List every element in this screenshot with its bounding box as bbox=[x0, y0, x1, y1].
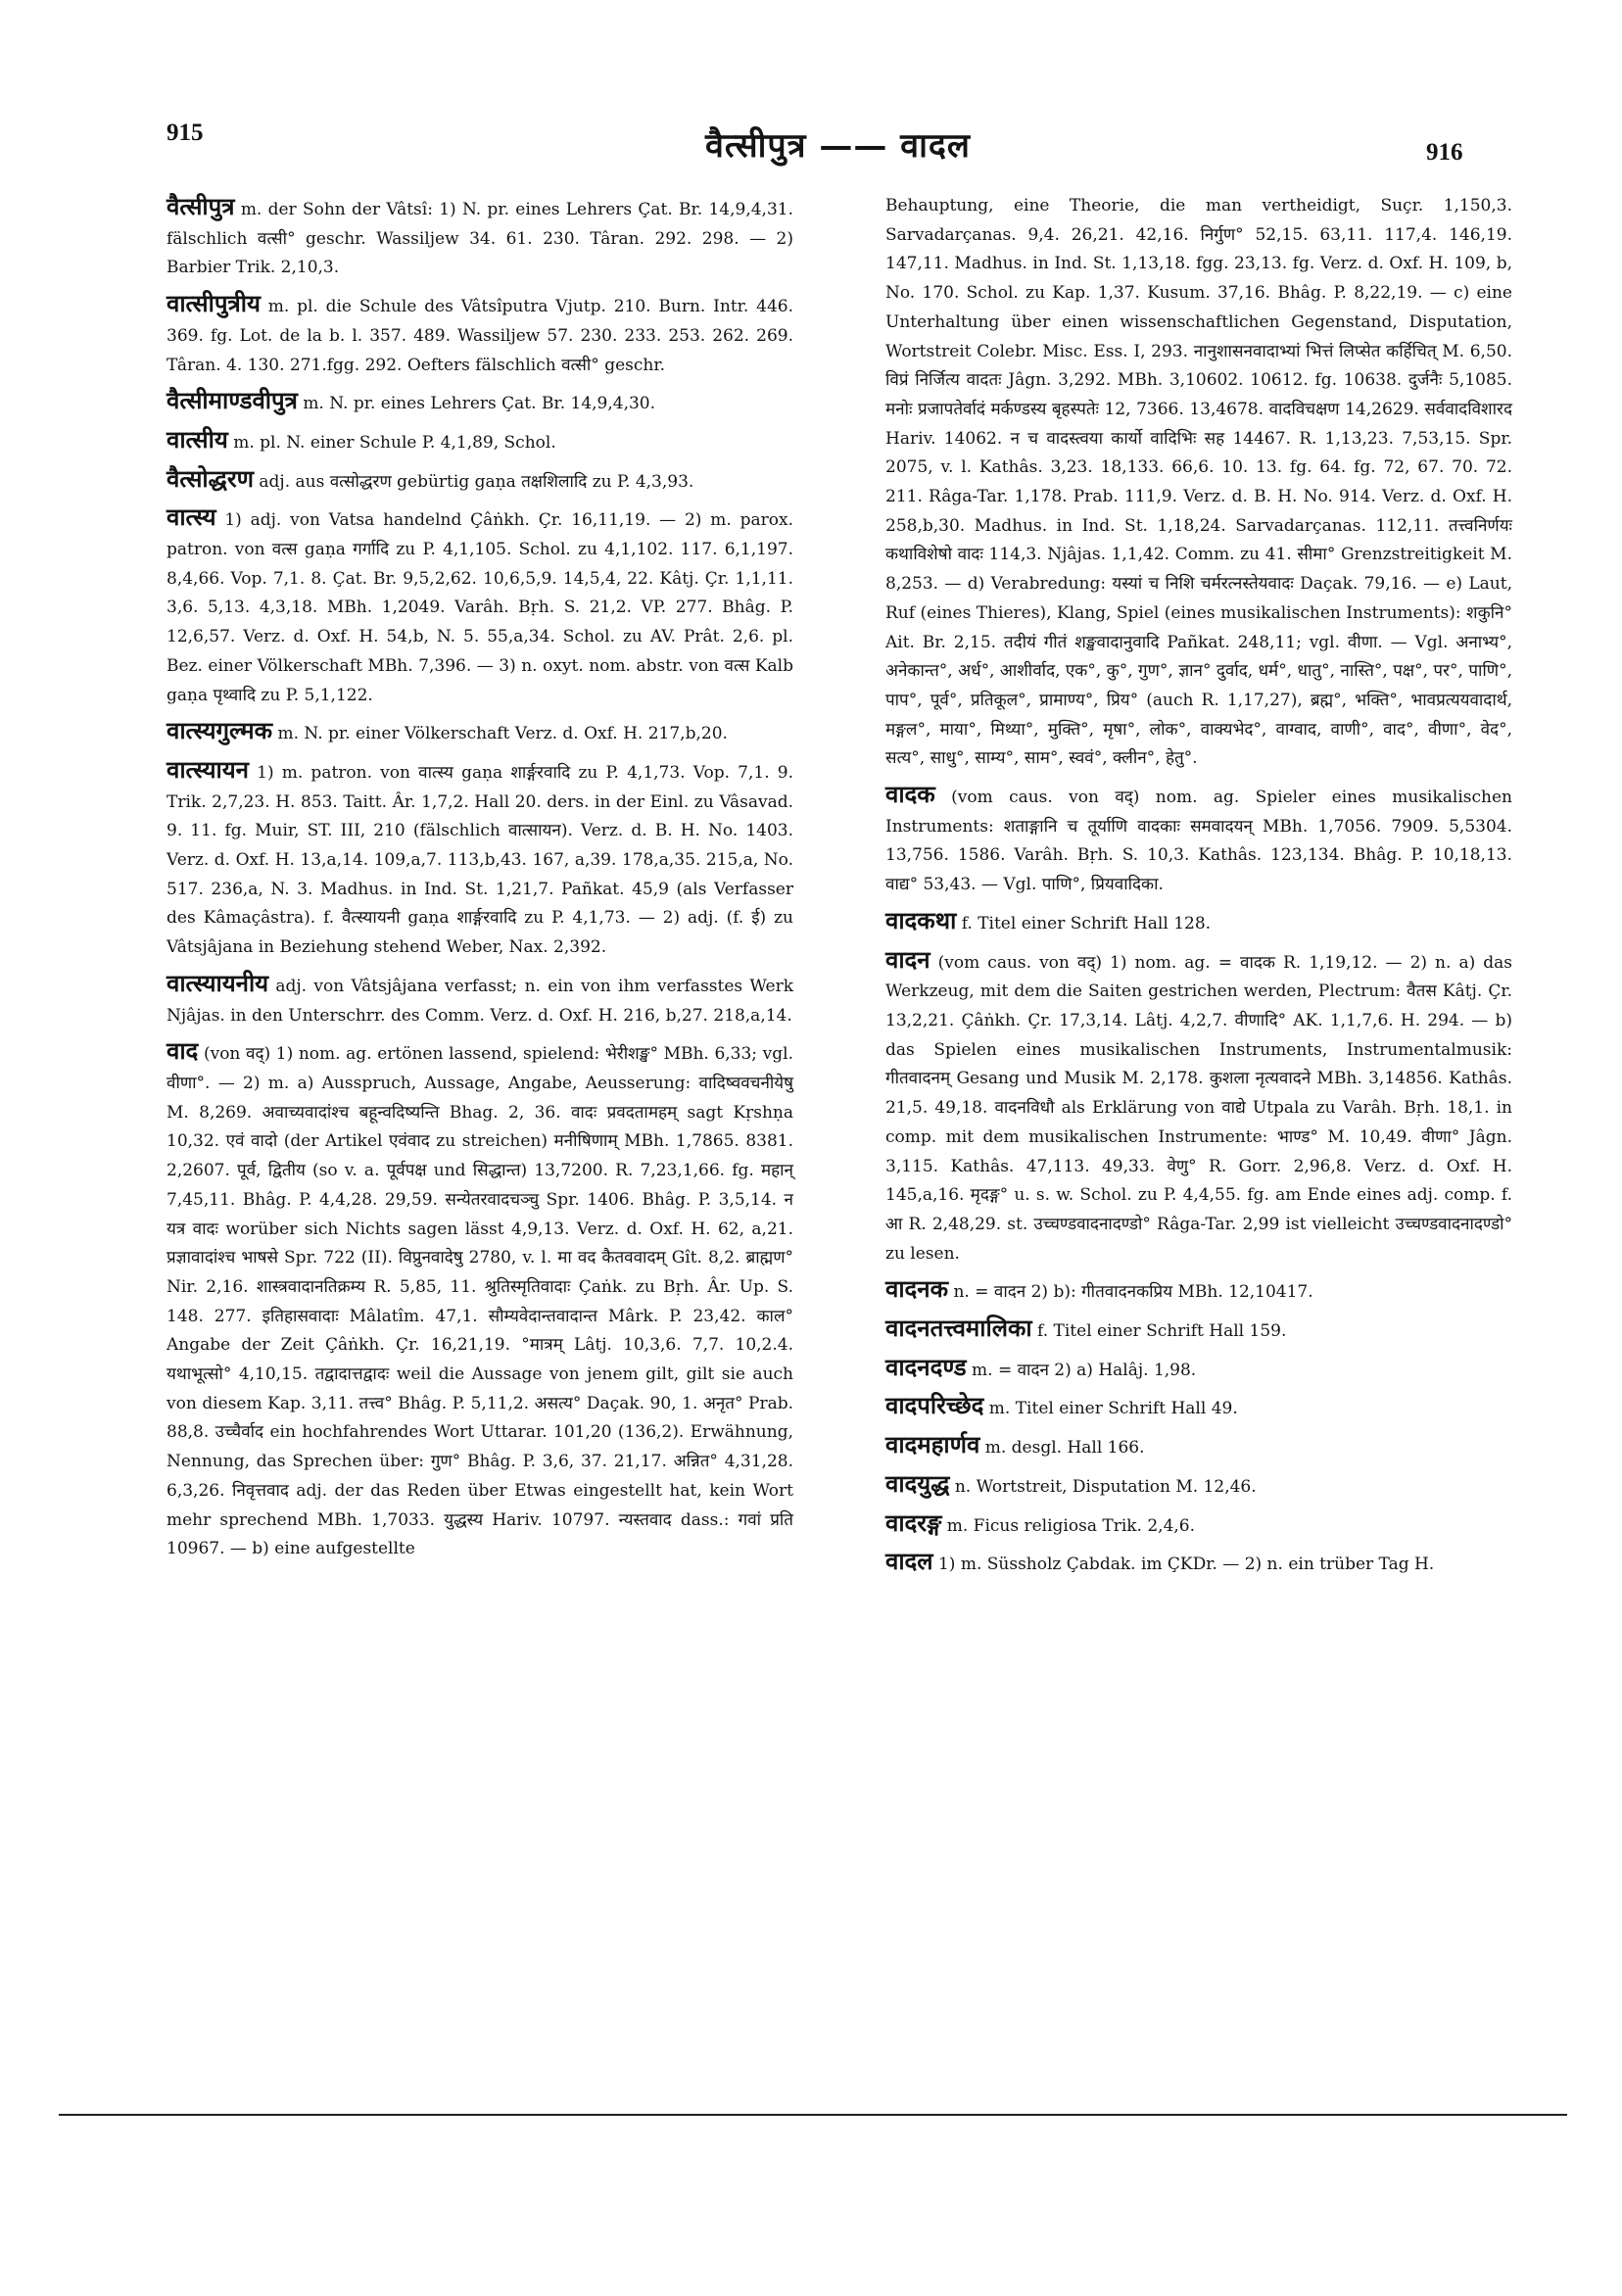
entry-text: n. Wortstreit, Disputation M. 12,46. bbox=[954, 1476, 1257, 1497]
entry-text: 1) m. Süssholz Çabdak. im ÇKDr. — 2) n. ein trüber Tag H. bbox=[937, 1555, 1435, 1575]
entry-text: m. der Sohn der Vâtsî: 1) N. pr. eines Lehrers Çat. Br. 14,9,4,31. fälschlich वत्सी° geschr. Wassiljew 34. 61. 230. Târan. 292. 298. — 2) Barbier Trik. 2,10,3. bbox=[167, 200, 793, 278]
entry-headword: वात्सीय bbox=[167, 424, 228, 454]
entry-headword: वादरङ्ग bbox=[885, 1507, 942, 1537]
entry-text: f. Titel einer Schrift Hall 128. bbox=[961, 913, 1212, 933]
dictionary-entry bbox=[167, 755, 793, 963]
entry-headword: वादन bbox=[885, 944, 930, 974]
dictionary-entry bbox=[885, 1314, 1512, 1347]
entry-headword: वैत्सोद्धरण bbox=[167, 463, 254, 493]
dictionary-entry bbox=[885, 780, 1512, 900]
entry-headword: वात्स्यायन bbox=[167, 754, 249, 784]
entry-headword: वादक bbox=[885, 780, 935, 809]
dictionary-entry bbox=[167, 716, 793, 749]
entry-headword: वादनदण्ड bbox=[885, 1352, 967, 1381]
entry-headword: वात्स्यगुल्मक bbox=[167, 716, 273, 745]
right-page-number: 916 bbox=[1426, 139, 1463, 166]
entry-text: m. Titel einer Schrift Hall 49. bbox=[988, 1399, 1238, 1419]
entry-headword: वादमहार्णव bbox=[885, 1430, 980, 1459]
footer-rule bbox=[59, 2114, 1567, 2116]
entry-headword: वैत्सीपुत्र bbox=[167, 192, 235, 220]
entry-text: m. N. pr. eines Lehrers Çat. Br. 14,9,4,30. bbox=[303, 394, 656, 414]
entry-headword: वादनतत्त्वमालिका bbox=[885, 1314, 1032, 1343]
entry-text: 1) adj. von Vatsa handelnd Çâṅkh. Çr. 16,11,19. — 2) m. parox. patron. von वत्स gaṇa गर्गादि zu P. 4,1,105. Schol. zu 4,1,102. 117. 6,1,197. 8,4,66. Vop. 7,1. 8. Çat. Br. 9,5,2,62. 10,6,5,9. 14,5,4, 22. Kâtj. Çr. 1,1,11. 3,6. 5,13. 4,3,18. MBh. 1,2049. Varâh. Bṛh. S. 21,2. VP. 277. Bhâg. P. 12,6,57. Verz. d. Oxf. H. 54,b, N. 5. 55,a,34. Schol. zu AV. Prât. 2,6. pl. Bez. einer Völkerschaft MBh. 7,396. — 3) n. oxyt. nom. abstr. von वत्स Kalb gaṇa पृथ्वादि zu P. 5,1,122. bbox=[167, 510, 793, 705]
entry-headword: वादकथा bbox=[885, 905, 957, 934]
dictionary-entry bbox=[885, 1391, 1512, 1424]
entry-headword: वात्स्यायनीय bbox=[167, 968, 269, 997]
dictionary-entry bbox=[167, 464, 793, 498]
entry-text: f. Titel einer Schrift Hall 159. bbox=[1037, 1321, 1287, 1342]
dictionary-entry bbox=[167, 502, 793, 710]
dictionary-entry bbox=[885, 1430, 1512, 1463]
entry-text: m. pl. die Schule des Vâtsîputra Vjutp. 210. Burn. Intr. 446. 369. fg. Lot. de la b. l. 357. 489. Wassiljew 57. 230. 233. 253. 262. 269. Târan. 4. 130. 271.fgg. 292. Oefters fälschlich वत्सी° geschr. bbox=[167, 297, 793, 375]
entry-text: n. = वादन 2) b): गीतवादनकप्रिय MBh. 12,10417. bbox=[953, 1282, 1313, 1303]
dictionary-entry bbox=[167, 289, 793, 380]
dictionary-entry bbox=[167, 425, 793, 458]
dictionary-entry bbox=[885, 1547, 1512, 1580]
entry-text: adj. von Vâtsjâjana verfasst; n. ein von ihm verfasstes Werk Njâjas. in den Unterschrr. des Comm. Verz. d. Oxf. H. 216, b,27. 218,a,14. bbox=[167, 976, 793, 1026]
entry-headword: वादनक bbox=[885, 1274, 949, 1304]
entry-headword: वादयुद्ध bbox=[885, 1468, 950, 1498]
dictionary-entry bbox=[885, 945, 1512, 1269]
dictionary-entry bbox=[167, 192, 793, 283]
dictionary-entry bbox=[885, 192, 1512, 774]
entry-text: m. pl. N. einer Schule P. 4,1,89, Schol. bbox=[233, 432, 556, 453]
entry-text: 1) m. patron. von वात्स्य gaṇa शार्ङ्गरवादि zu P. 4,1,73. Vop. 7,1. 9. Trik. 2,7,23. H. 853. Taitt. Âr. 1,7,2. Hall 20. ders. in der Einl. zu Vâsavad. 9. 11. fg. Muir, ST. III, 210 (fälschlich वात्सायन). Verz. d. B. H. No. 1403. Verz. d. Oxf. H. 13,a,14. 109,a,7. 113,b,43. 167, a,39. 178,a,35. 215,a, No. 517. 236,a, N. 3. Madhus. in Ind. St. 1,21,7. Pañkat. 45,9 (als Verfasser des Kâmaçâstra). f. वैत्स्यायनी gaṇa शार्ङ्गरवादि zu P. 4,1,73. — 2) adj. (f. ई) zu Vâtsjâjana in Beziehung stehend Weber, Nax. 2,392. bbox=[167, 762, 793, 958]
dictionary-entry bbox=[885, 1469, 1512, 1503]
entry-text: (vom caus. von वद्) 1) nom. ag. = वादक R. 1,19,12. — 2) n. a) das Werkzeug, mit dem die Saiten gestrichen werden, Plectrum: वैतस Kâtj. Çr. 13,2,21. Çâṅkh. Çr. 17,3,14. Lâtj. 4,2,7. वीणादि° AK. 1,1,7,6. H. 294. — b) das Spielen eines musikalischen Instruments, Instrumentalmusik: गीतवादनम् Gesang und Musik M. 2,178. कुशला नृत्यवादने MBh. 3,14856. Kathâs. 21,5. 49,18. वादनविधौ als Erklärung von वाद्ये Utpala zu Varâh. Bṛh. 18,1. in comp. mit dem musikalischen Instrumente: भाण्ड° M. 10,49. वीणा° Jâgn. 3,115. Kathâs. 47,113. 49,33. वेणु° R. Gorr. 2,96,8. Verz. d. Oxf. H. 145,a,16. मृदङ्ग° u. s. w. Schol. zu P. 4,4,55. fg. am Ende eines adj. comp. f. आ R. 2,48,29. st. उच्चण्डवादनादण्डो° Râga-Tar. 2,99 ist vielleicht उच्चण्डवादनादण्डो° zu lesen. bbox=[885, 952, 1512, 1264]
left-page-number: 915 bbox=[167, 120, 204, 146]
dictionary-entry bbox=[885, 1353, 1512, 1386]
dictionary-entry bbox=[167, 969, 793, 1030]
entry-text: adj. aus वत्सोद्धरण gebürtig gaṇa तक्षशिलादि zu P. 4,3,93. bbox=[259, 471, 694, 492]
page-header bbox=[0, 0, 1622, 176]
entry-headword: वादल bbox=[885, 1547, 933, 1576]
entry-text: m. N. pr. einer Völkerschaft Verz. d. Oxf. H. 217,b,20. bbox=[277, 724, 728, 744]
entry-headword: वैत्सीमाण्डवीपुत्र bbox=[167, 386, 298, 415]
dictionary-entry bbox=[885, 1274, 1512, 1308]
entry-text: (von वद्) 1) nom. ag. ertönen lassend, spielend: भेरीशङ्ख° MBh. 6,33; vgl. वीणा°. — 2) m. a) Ausspruch, Aussage, Angabe, Aeusserung: वादिष्ववचनीयेषु M. 8,269. अवाच्यवादांश्च बहून्वदिष्यन्ति Bhag. 2, 36. वादः प्रवदतामहम् sagt Kṛshṇa 10,32. एवं वादो (der Artikel एवंवाद zu streichen) मनीषिणाम् MBh. 1,7865. 8381. 2,2607. पूर्व, द्वितीय (so v. a. पूर्वपक्ष und सिद्धान्त) 13,7200. R. 7,23,1,66. fg. महान् 7,45,11. Bhâg. P. 4,4,28. 29,59. सन्येतरवादचञ्चु Spr. 1406. Bhâg. P. 3,5,14. न यत्र वादः worüber sich Nichts sagen lässt 4,9,13. Verz. d. Oxf. H. 62, a,21. प्रज्ञावादांश्च भाषसे Spr. 722 (II). विप्रुनवादेषु 2780, v. l. मा वद कैतववादम् Gît. 8,2. ब्राह्मण° Nir. 2,16. शास्त्रवादानतिक्रम्य R. 5,85, 11. श्रुतिस्मृतिवादाः Çaṅk. zu Bṛh. Âr. Up. S. 148. 277. इतिहासवादाः Mâlatîm. 47,1. सौम्यवेदान्तवादान्त Mârk. P. 23,42. काल° Angabe der Zeit Çâṅkh. Çr. 16,21,19. °मात्रम् Lâtj. 10,3,6. 7,7. 10,2.4. यथाभूत्सो° 4,10,15. तद्वादात्तद्वादः weil die Aussage von jenem gilt, gilt sie auch von diesem Kap. 3,11. तत्त्व° Bhâg. P. 5,11,2. असत्य° Daçak. 90, 1. अनृत° Prab. 88,8. उच्चैर्वाद ein hochfahrendes Wort Uttarar. 101,20 (136,2). Erwähnung, Nennung, das Sprechen über: गुण° Bhâg. P. 3,6, 37. 21,17. अन्नित° 4,31,28. 6,3,26. निवृत्तवाद adj. der das Reden über Etwas eingestellt hat, kein Wort mehr sprechend MBh. 1,7033. युद्धस्य Hariv. 10797. न्यस्तवाद dass.: गवां प्रति 10967. — b) eine aufgestellte bbox=[167, 1044, 793, 1559]
entry-headword: वाद bbox=[167, 1036, 199, 1066]
dictionary-entry bbox=[885, 1508, 1512, 1542]
dictionary-entry bbox=[885, 906, 1512, 939]
dictionary-entry bbox=[167, 1036, 793, 1564]
left-column bbox=[167, 192, 793, 1564]
dictionary-entry bbox=[167, 386, 793, 419]
entry-headword: वात्स्य bbox=[167, 502, 216, 532]
entry-text: Behauptung, eine Theorie, die man vertheidigt, Suçr. 1,150,3. Sarvadarçanas. 9,4. 26,21. 42,16. निर्गुण° 52,15. 63,11. 117,4. 146,19. 147,11. Madhus. in Ind. St. 1,13,18. fgg. 23,13. fg. Verz. d. Oxf. H. 109, b, No. 170. Schol. zu Kap. 1,37. Kusum. 37,16. Bhâg. P. 8,22,19. — c) eine Unterhaltung über einen wissenschaftlichen Gegenstand, Disputation, Wortstreit Colebr. Misc. Ess. I, 293. नानुशासनवादाभ्यां भित्तं लिप्सेत कर्हिचित् M. 6,50. विप्रं निर्जित्य वादतः Jâgn. 3,292. MBh. 3,10602. 10612. fg. 10638. दुर्जनैः 5,1085. मनोः प्रजापतेर्वादं मर्कण्डस्य बृहस्पतेः 12, 7366. 13,4678. वादविचक्षण 14,2629. सर्ववादविशारद Hariv. 14062. न च वादस्त्वया कार्यो वादिभिः सह 14467. R. 1,13,23. 7,53,15. Spr. 2075, v. l. Kathâs. 3,23. 18,133. 66,6. 10. 13. fg. 64. fg. 72, 67. 70. 72. 211. Râga-Tar. 1,178. Prab. 111,9. Verz. d. B. H. No. 914. Verz. d. Oxf. H. 258,b,30. Madhus. in Ind. St. 1,18,24. Sarvadarçanas. 112,11. तत्त्वनिर्णयः कथाविशेषो वादः 114,3. Njâjas. 1,1,42. Comm. zu 41. सीमा° Grenzstreitigkeit M. 8,253. — d) Verabredung: यस्यां च निशि चर्मरत्नस्तेयवादः Daçak. 79,16. — e) Laut, Ruf (eines Thieres), Klang, Spiel (eines musikalischen Instruments): शकुनि° Ait. Br. 2,15. तदीयं गीतं शङ्खवादानुवादि Pañkat. 248,11; vgl. वीणा. — Vgl. अनाभ्य°, अनेकान्त°, अर्ध°, आशीर्वाद, एक°, कु°, गुण°, ज्ञान° दुर्वाद, धर्म°, धातु°, नास्ति°, पक्ष°, पर°, पाणि°, पाप°, पूर्व°, प्रतिकूल°, प्रामाण्य°, प्रिय° (auch R. 1,17,27), ब्रह्म°, भक्ति°, भावप्रत्ययवादार्थ, मङ्गल°, माया°, मिथ्या°, मुक्ति°, मृषा°, लोक°, वाक्यभेद°, वाग्वाद, वाणी°, वाद°, वीणा°, वेद°, सत्य°, साधु°, साम्य°, साम°, स्ववं°, क्लीन°, हेतु°. bbox=[885, 196, 1512, 769]
running-head: वैत्सीपुत्र —— वादल bbox=[705, 126, 971, 166]
entry-headword: वादपरिच्छेद bbox=[885, 1391, 984, 1420]
entry-text: m. = वादन 2) a) Halâj. 1,98. bbox=[972, 1360, 1197, 1380]
entry-headword: वात्सीपुत्रीय bbox=[167, 289, 261, 318]
entry-text: m. desgl. Hall 166. bbox=[984, 1438, 1145, 1459]
entry-text: m. Ficus religiosa Trik. 2,4,6. bbox=[946, 1515, 1196, 1536]
entry-text: (vom caus. von वद्) nom. ag. Spieler eines musikalischen Instruments: शताङ्गानि च तूर्याणि वादकाः समवादयन् MBh. 1,7056. 7909. 5,5304. 13,756. 1586. Varâh. Bṛh. S. 10,3. Kathâs. 123,134. Bhâg. P. 10,18,13. वाद्य° 53,43. — Vgl. पाणि°, प्रियवादिका. bbox=[885, 788, 1512, 895]
right-column bbox=[885, 192, 1512, 1580]
